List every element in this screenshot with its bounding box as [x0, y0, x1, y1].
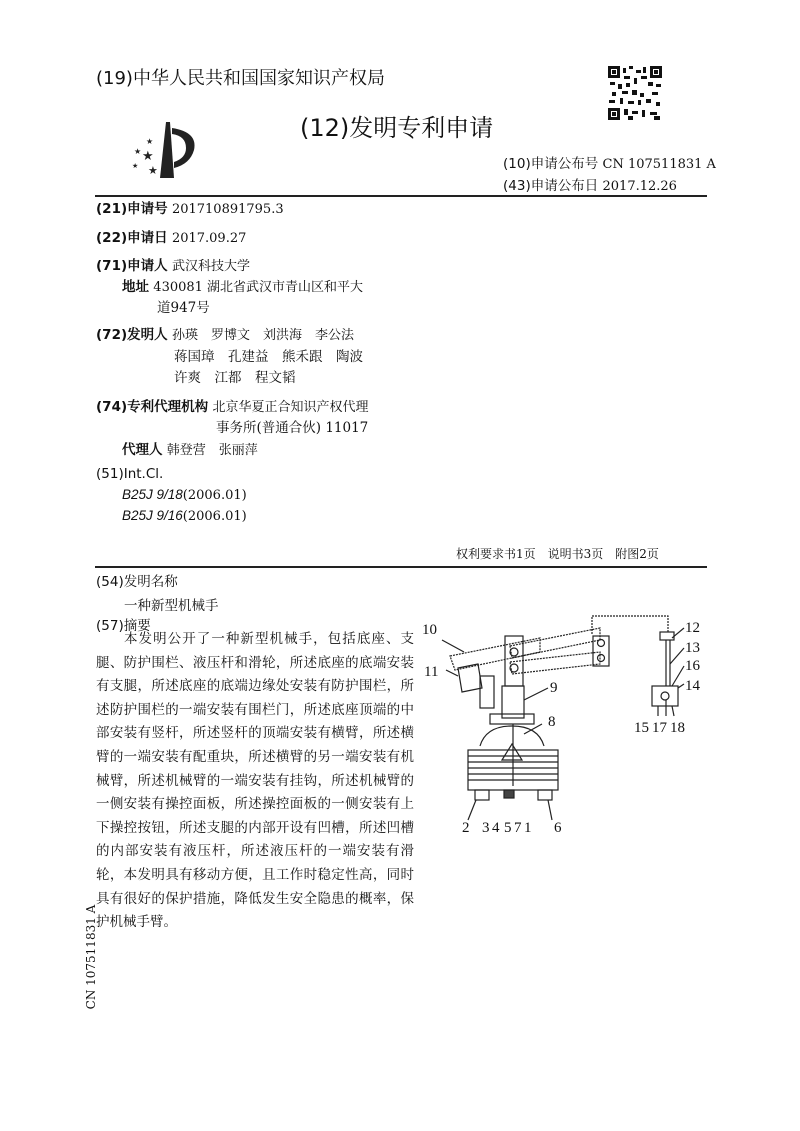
agency-line1: 北京华夏正合知识产权代理 — [212, 400, 369, 415]
app-date-label: (22)申请日 — [96, 230, 168, 246]
ipc-row — [122, 487, 247, 503]
address-label: 地址 — [122, 279, 149, 295]
address-line1: 430081 湖北省武汉市青山区和平大 — [153, 280, 364, 295]
agent-row — [122, 438, 258, 458]
intcl-label: (51)Int.Cl. — [96, 466, 164, 482]
ipc-row — [122, 508, 247, 524]
figure-label: 14 — [685, 678, 700, 694]
svg-text:★: ★ — [148, 164, 158, 177]
summary-divider — [95, 566, 707, 568]
app-date: 2017.09.27 — [171, 231, 247, 246]
inventors-line3: 许爽 江都 程文韬 — [174, 370, 296, 386]
inventors-row — [96, 323, 354, 343]
title-label: (54)发明名称 — [96, 574, 178, 590]
app-no-label: (21)申请号 — [96, 201, 168, 217]
applicant: 武汉科技大学 — [171, 259, 250, 274]
figure-label: 17 — [652, 720, 667, 736]
figure-label: 4 — [492, 820, 500, 832]
ipc-code: B25J 9/16 — [122, 508, 183, 523]
figure-label: 1 — [524, 820, 532, 832]
applicant-row — [96, 254, 250, 274]
figure-label: 9 — [550, 680, 558, 696]
inventors-line1: 孙瑛 罗博文 刘洪海 李公法 — [171, 328, 354, 343]
qr-code-icon — [608, 66, 662, 120]
figure-label: 10 — [422, 622, 437, 638]
agency-row — [96, 395, 368, 415]
figure-label: 5 — [504, 820, 512, 832]
agency-label: (74)专利代理机构 — [96, 399, 209, 415]
inventors-line2: 蒋国璋 孔建益 熊禾跟 陶波 — [174, 349, 363, 365]
address-row — [122, 275, 363, 295]
app-no: 201710891795.3 — [171, 202, 284, 217]
svg-text:★: ★ — [142, 149, 154, 164]
invention-title: 一种新型机械手 — [124, 598, 219, 614]
svg-text:★: ★ — [146, 137, 154, 146]
agent: 韩登营 张丽萍 — [166, 443, 258, 458]
figure-label: 16 — [685, 658, 700, 674]
svg-text:★: ★ — [134, 147, 142, 156]
ipc-version: (2006.01) — [182, 509, 247, 524]
application-number-row — [96, 197, 284, 217]
figure-label: 3 — [482, 820, 490, 832]
ipc-version: (2006.01) — [182, 488, 247, 503]
office-name: (19)中华人民共和国国家知识产权局 — [96, 68, 385, 89]
figure-label: 11 — [424, 664, 439, 680]
figure-label: 6 — [554, 820, 562, 832]
figure-label: 13 — [685, 640, 700, 656]
abstract-text: 本发明公开了一种新型机械手，包括底座、支腿、防护围栏、液压杆和滑轮，所述底座的底端安装有支腿，所述底座的底端边缘处安装有防护围栏，所述防护围栏的一端安装有围栏门，所述底座顶端的中部安装有竖杆，所述竖杆的顶端安装有横臂，所述横臂的一端安装有配重块，所述横臂的另一端安装有机械臂，所述机械臂的一端安装有挂钩，所述机械臂的一侧安装有操控面板，所述操控面板的一侧安装有上下操控按钮，所述支腿的内部开设有凹槽，所述凹槽的内部安装有液压杆，所述液压杆的一端安装有滑轮，本发明具有移动方便，且工作时稳定性高，同时具有很好的保护措施，降低发生安全隐患的概率，保护机械手臂。 — [96, 631, 414, 931]
figure-label: 2 — [462, 820, 470, 832]
publication-number-row — [503, 152, 716, 172]
address-line2: 道947号 — [157, 300, 210, 316]
document-type: (12)发明专利申请 — [300, 114, 494, 142]
pub-no-label: (10)申请公布号 — [503, 156, 599, 172]
figure-label: 7 — [514, 820, 522, 832]
applicant-label: (71)申请人 — [96, 258, 168, 274]
side-publication-number: CN 107511831 A — [84, 904, 98, 1010]
inventors-label: (72)发明人 — [96, 327, 168, 343]
abstract-label: (57)摘要 — [96, 618, 151, 634]
page-summary: 权利要求书1页 说明书3页 附图2页 — [456, 547, 659, 561]
pub-no: CN 107511831 A — [602, 157, 716, 172]
figure-robot-arm — [420, 606, 710, 832]
figure-label: 18 — [670, 720, 685, 736]
cnipa-logo-icon — [128, 118, 198, 180]
pub-date: 2017.12.26 — [602, 179, 677, 194]
agency-line2: 事务所(普通合伙) 11017 — [216, 420, 369, 436]
publication-date-row — [503, 174, 677, 194]
figure-label: 15 — [634, 720, 649, 736]
agent-label: 代理人 — [122, 442, 163, 458]
application-date-row — [96, 226, 246, 246]
pub-date-label: (43)申请公布日 — [503, 178, 599, 194]
svg-text:★: ★ — [132, 162, 139, 170]
figure-label: 8 — [548, 714, 556, 730]
figure-label: 12 — [685, 620, 700, 636]
ipc-code: B25J 9/18 — [122, 487, 183, 502]
